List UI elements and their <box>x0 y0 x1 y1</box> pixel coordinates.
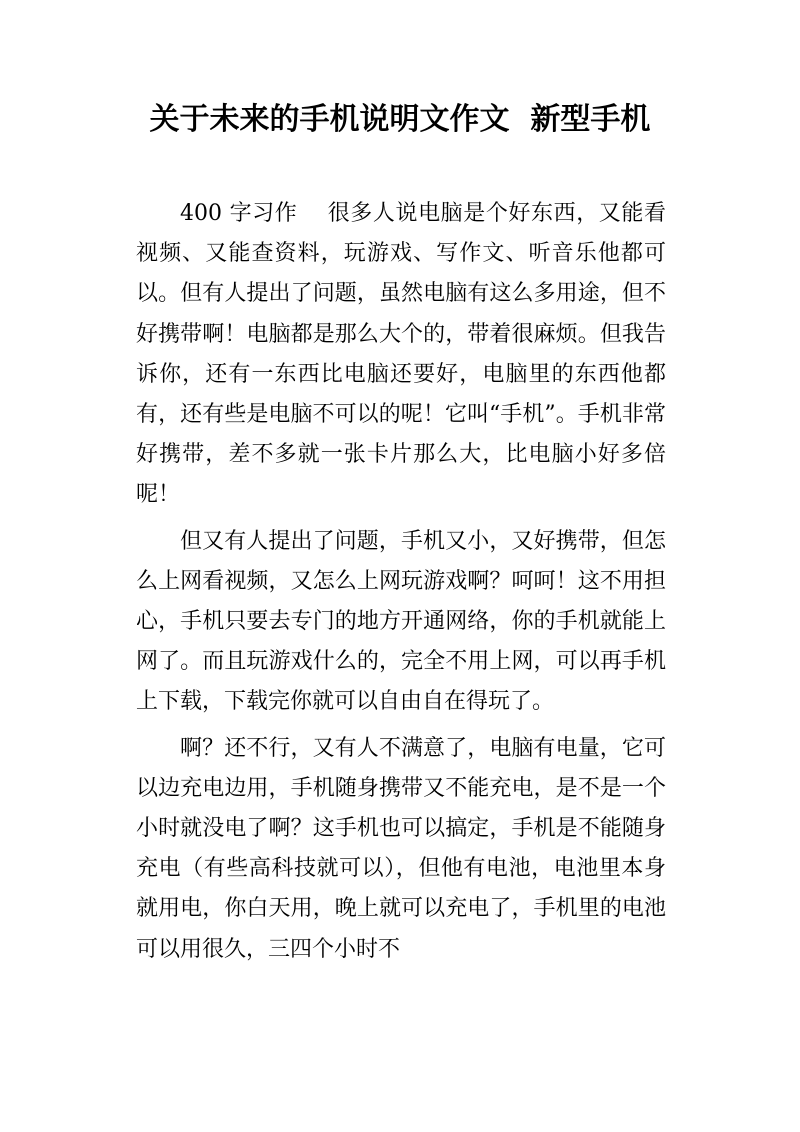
document-title: 关于未来的手机说明文作文 新型手机 <box>149 102 651 137</box>
paragraph-1: 400 字习作 很多人说电脑是个好东西，又能看视频、又能查资料，玩游戏、写作文、听音乐他都可以。但有人提出了问题，虽然电脑有这么多用途，但不好携带啊！电脑都是那么大个的，带着很麻烦。但我告诉你，还有一东西比电脑还要好，电脑里的东西他都有，还有些是电脑不可以的呢！它叫“手机”。手机非常好携带，差不多就一张卡片那么大，比电脑小好多倍呢！ <box>136 201 666 508</box>
document-body <box>136 194 666 976</box>
paragraph-2: 但又有人提出了问题，手机又小，又好携带，但怎么上网看视频，又怎么上网玩游戏啊？呵呵！这不用担心，手机只要去专门的地方开通网络，你的手机就能上网了。而且玩游戏什么的，完全不用上网，可以再手机上下载，下载完你就可以自由自在得玩了。 <box>136 528 666 715</box>
paragraph-3: 啊？还不行，又有人不满意了，电脑有电量，它可以边充电边用，手机随身携带又不能充电，是不是一个小时就没电了啊？这手机也可以搞定，手机是不能随身充电（有些高科技就可以），但他有电池，电池里本身就用电，你白天用，晚上就可以充电了，手机里的电池可以用很久，三四个小时不 <box>136 735 666 962</box>
